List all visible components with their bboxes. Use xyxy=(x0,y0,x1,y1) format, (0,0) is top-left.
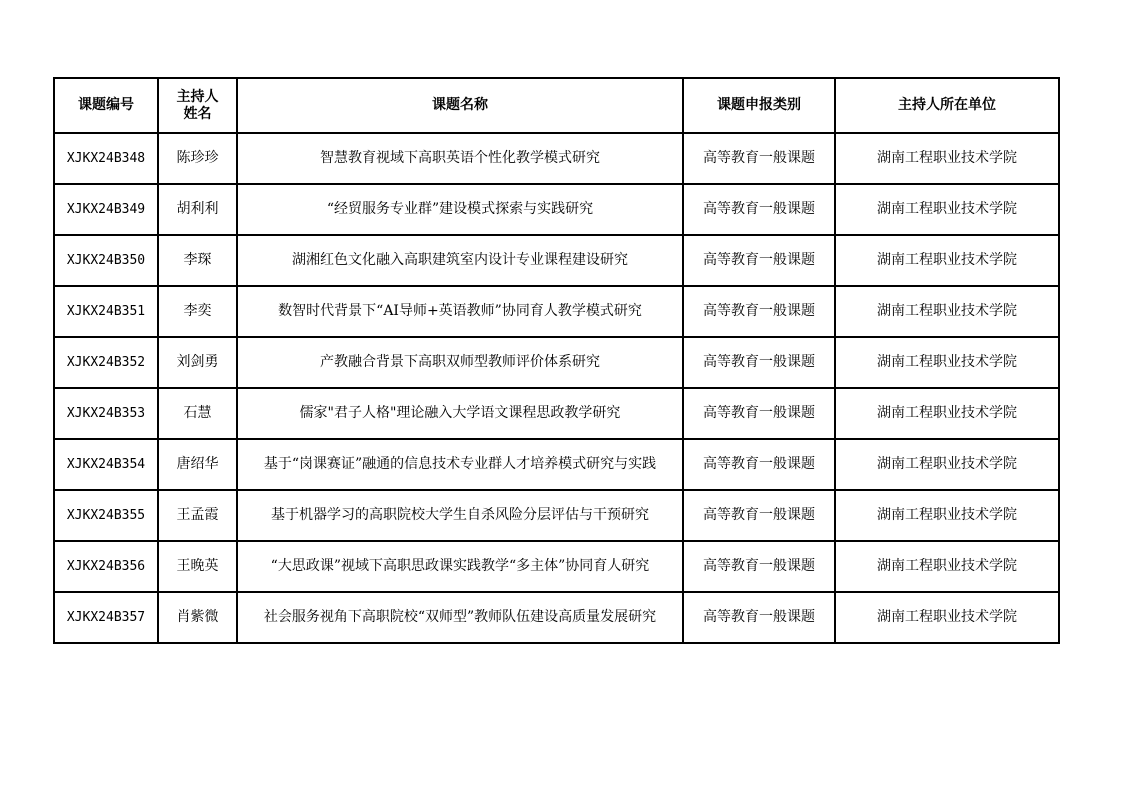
cell-host-name: 肖紫微 xyxy=(158,592,237,643)
cell-project-title: “经贸服务专业群”建设模式探索与实践研究 xyxy=(237,184,683,235)
cell-project-title: “大思政课”视域下高职思政课实践教学“多主体”协同育人研究 xyxy=(237,541,683,592)
table-row xyxy=(54,592,1059,643)
cell-project-title: 数智时代背景下“AI导师+英语教师”协同育人教学模式研究 xyxy=(237,286,683,337)
cell-project-code: XJKX24B348 xyxy=(54,133,158,184)
cell-project-code: XJKX24B352 xyxy=(54,337,158,388)
cell-host-unit: 湖南工程职业技术学院 xyxy=(835,235,1059,286)
cell-project-code: XJKX24B356 xyxy=(54,541,158,592)
cell-project-title: 基于“岗课赛证”融通的信息技术专业群人才培养模式研究与实践 xyxy=(237,439,683,490)
cell-project-title: 产教融合背景下高职双师型教师评价体系研究 xyxy=(237,337,683,388)
table-row xyxy=(54,439,1059,490)
cell-category: 高等教育一般课题 xyxy=(683,133,835,184)
cell-category: 高等教育一般课题 xyxy=(683,388,835,439)
header-host-unit: 主持人所在单位 xyxy=(835,78,1059,133)
cell-host-unit: 湖南工程职业技术学院 xyxy=(835,541,1059,592)
header-project-code: 课题编号 xyxy=(54,78,158,133)
table-row xyxy=(54,184,1059,235)
table-row xyxy=(54,286,1059,337)
cell-project-code: XJKX24B354 xyxy=(54,439,158,490)
table-row xyxy=(54,337,1059,388)
project-table xyxy=(53,77,1060,644)
cell-host-name: 李琛 xyxy=(158,235,237,286)
cell-project-title: 基于机器学习的高职院校大学生自杀风险分层评估与干预研究 xyxy=(237,490,683,541)
header-host-name xyxy=(158,78,237,133)
cell-host-name: 陈珍珍 xyxy=(158,133,237,184)
cell-host-name: 李奕 xyxy=(158,286,237,337)
cell-project-title: 儒家"君子人格"理论融入大学语文课程思政教学研究 xyxy=(237,388,683,439)
header-host-name-text: 主持人 姓名 xyxy=(176,88,219,122)
table-row xyxy=(54,133,1059,184)
cell-category: 高等教育一般课题 xyxy=(683,235,835,286)
table-row xyxy=(54,541,1059,592)
cell-host-unit: 湖南工程职业技术学院 xyxy=(835,439,1059,490)
cell-project-title: 智慧教育视域下高职英语个性化教学模式研究 xyxy=(237,133,683,184)
cell-host-unit: 湖南工程职业技术学院 xyxy=(835,286,1059,337)
table-row xyxy=(54,388,1059,439)
cell-category: 高等教育一般课题 xyxy=(683,439,835,490)
cell-category: 高等教育一般课题 xyxy=(683,490,835,541)
cell-project-title: 湖湘红色文化融入高职建筑室内设计专业课程建设研究 xyxy=(237,235,683,286)
cell-host-unit: 湖南工程职业技术学院 xyxy=(835,337,1059,388)
cell-category: 高等教育一般课题 xyxy=(683,337,835,388)
header-category: 课题申报类别 xyxy=(683,78,835,133)
cell-project-code: XJKX24B351 xyxy=(54,286,158,337)
cell-project-code: XJKX24B349 xyxy=(54,184,158,235)
table-row xyxy=(54,235,1059,286)
header-project-title: 课题名称 xyxy=(237,78,683,133)
cell-host-unit: 湖南工程职业技术学院 xyxy=(835,133,1059,184)
cell-project-title: 社会服务视角下高职院校“双师型”教师队伍建设高质量发展研究 xyxy=(237,592,683,643)
cell-host-name: 刘剑勇 xyxy=(158,337,237,388)
cell-project-code: XJKX24B355 xyxy=(54,490,158,541)
table-row xyxy=(54,490,1059,541)
cell-category: 高等教育一般课题 xyxy=(683,184,835,235)
cell-host-name: 唐绍华 xyxy=(158,439,237,490)
cell-host-name: 王孟霞 xyxy=(158,490,237,541)
header-row xyxy=(54,78,1059,133)
cell-host-name: 石慧 xyxy=(158,388,237,439)
cell-host-name: 王晚英 xyxy=(158,541,237,592)
cell-category: 高等教育一般课题 xyxy=(683,286,835,337)
cell-project-code: XJKX24B353 xyxy=(54,388,158,439)
cell-host-name: 胡利利 xyxy=(158,184,237,235)
cell-category: 高等教育一般课题 xyxy=(683,541,835,592)
cell-host-unit: 湖南工程职业技术学院 xyxy=(835,592,1059,643)
cell-host-unit: 湖南工程职业技术学院 xyxy=(835,184,1059,235)
cell-host-unit: 湖南工程职业技术学院 xyxy=(835,490,1059,541)
cell-project-code: XJKX24B350 xyxy=(54,235,158,286)
cell-host-unit: 湖南工程职业技术学院 xyxy=(835,388,1059,439)
cell-project-code: XJKX24B357 xyxy=(54,592,158,643)
cell-category: 高等教育一般课题 xyxy=(683,592,835,643)
